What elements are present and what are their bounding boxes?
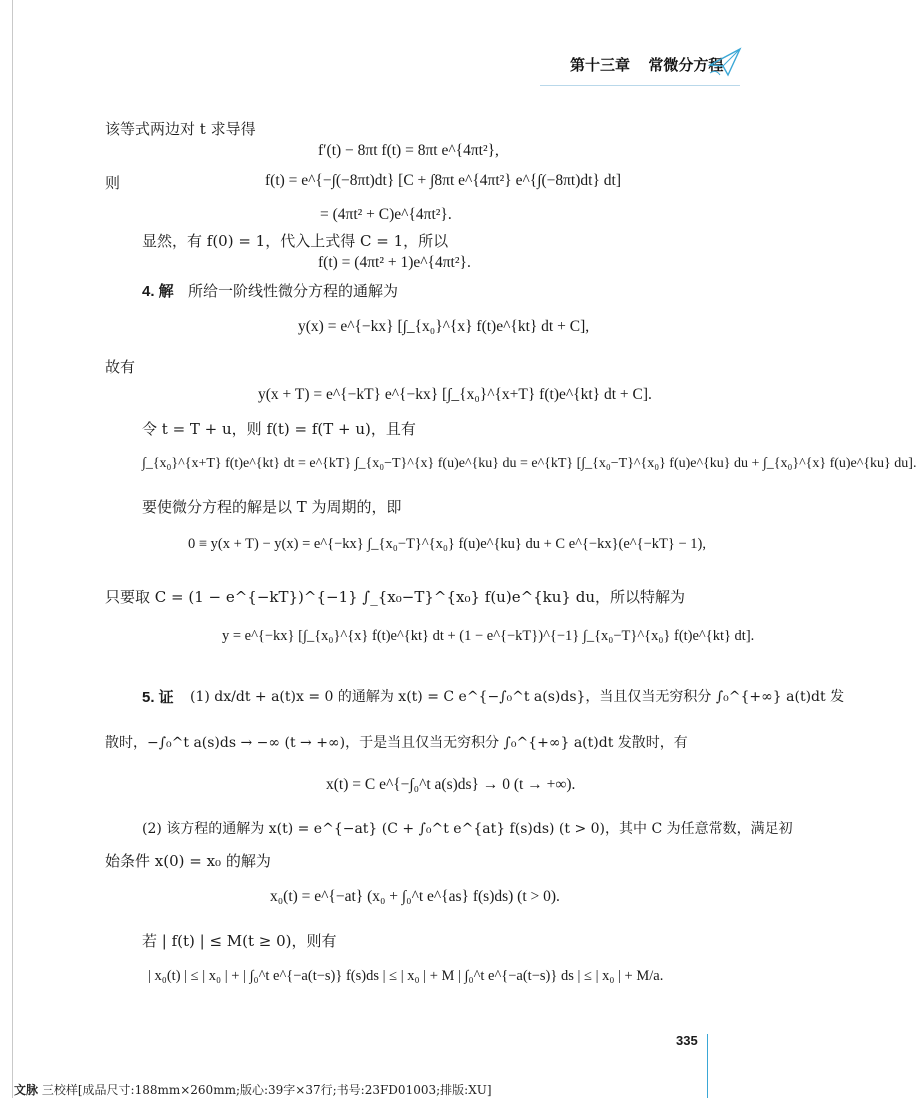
text-line: 散时，−∫₀^t a(s)ds → −∞ (t → +∞)，于是当且仅当无穷积分 ∫₀^{+∞} a(t)dt 发散时，有 [105, 735, 688, 751]
page-number-rule [707, 1034, 708, 1098]
text-line: 要使微分方程的解是以 T 为周期的，即 [142, 498, 402, 516]
equation-particular: f(t) = (4πt² + 1)e^{4πt²}. [318, 254, 471, 271]
footer-brand: 文脉 [14, 1083, 39, 1097]
print-footer [14, 1081, 492, 1098]
chapter-title: 常微分方程 [648, 57, 724, 74]
text-line: (1) dx/dt + a(t)x = 0 的通解为 x(t) = C e^{−∫₀^t a(s)ds}，当且仅当无穷积分 ∫₀^{+∞} a(t)dt 发 [190, 689, 845, 705]
equation-general-solution: y(x) = e^{−kx} [∫_{x₀}^{x} f(t)e^{kt} dt + C], [298, 318, 590, 335]
chapter-label: 第十三章 [570, 57, 631, 74]
equation-general: f(t) = e^{−∫(−8πt)dt} [C + ∫8πt e^{4πt²} e^{∫(−8πt)dt} dt] [265, 172, 621, 189]
text-line: 该等式两边对 t 求导得 [105, 120, 256, 138]
header-rule [540, 85, 740, 86]
equation-initial-solution: x₀(t) = e^{−at} (x₀ + ∫₀^t e^{as} f(s)ds) (t > 0). [270, 888, 560, 905]
equation-special-solution: y = e^{−kx} [∫_{x₀}^{x} f(t)e^{kt} dt + (1 − e^{−kT})^{−1} ∫_{x₀−T}^{x₀} f(t)e^{kt} dt]. [222, 628, 755, 644]
proof-label: 5. 证 [142, 689, 174, 706]
footer-text: 三校样[成品尺寸:188mm×260mm;版心:39字×37行;书号:23FD01003;排版:XU] [41, 1083, 492, 1097]
text-line: 若 | f(t) | ≤ M(t ≥ 0)，则有 [142, 932, 337, 950]
paper-plane-icon [708, 45, 742, 79]
equation-bound: | x₀(t) | ≤ | x₀ | + | ∫₀^t e^{−a(t−s)} f(s)ds | ≤ | x₀ | + M | ∫₀^t e^{−a(t−s)} ds | ≤ | x₀ | + M/a. [148, 968, 664, 984]
equation-derivative: f′(t) − 8πt f(t) = 8πt e^{4πt²}, [318, 142, 499, 159]
problem-label: 4. 解 [142, 283, 174, 300]
text-line: 令 t = T + u，则 f(t) = f(T + u)，且有 [142, 420, 416, 438]
text-line: 所给一阶线性微分方程的通解为 [188, 282, 399, 300]
text-line: (2) 该方程的通解为 x(t) = e^{−at} (C + ∫₀^t e^{at} f(s)ds) (t > 0)，其中 C 为任意常数，满足初 [142, 821, 793, 837]
equation-result: = (4πt² + C)e^{4πt²}. [320, 206, 452, 223]
equation-periodic: 0 ≡ y(x + T) − y(x) = e^{−kx} ∫_{x₀−T}^{x₀} f(u)e^{ku} du + C e^{−kx}(e^{−kT} − 1), [188, 536, 706, 552]
equation-integral: ∫_{x₀}^{x+T} f(t)e^{kt} dt = e^{kT} ∫_{x₀−T}^{x} f(u)e^{ku} du = e^{kT} [∫_{x₀−T}^{x₀} f(u)e^{ku} du + ∫_{x₀}^{x} f(u)e^{ku} du]. [142, 456, 916, 471]
running-header [570, 54, 723, 75]
text-line: 始条件 x(0) = x₀ 的解为 [105, 852, 271, 870]
equation-limit: x(t) = C e^{−∫₀^t a(s)ds} → 0 (t → +∞). [326, 776, 576, 793]
text-line: 显然，有 f(0) = 1，代入上式得 C = 1，所以 [142, 232, 449, 250]
page-number: 335 [676, 1033, 698, 1048]
text-line: 故有 [105, 358, 136, 376]
page-edge-line [12, 0, 13, 1098]
equation-shifted: y(x + T) = e^{−kT} e^{−kx} [∫_{x₀}^{x+T} f(t)e^{kt} dt + C]. [258, 386, 652, 403]
text-then: 则 [105, 174, 121, 192]
text-line: 只要取 C = (1 − e^{−kT})^{−1} ∫_{x₀−T}^{x₀} f(u)e^{ku} du，所以特解为 [105, 588, 686, 606]
